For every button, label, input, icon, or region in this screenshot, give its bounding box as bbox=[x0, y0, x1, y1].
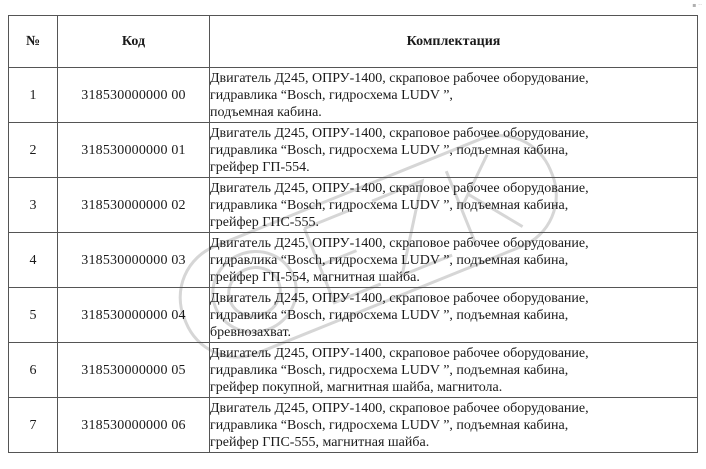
row-code: 318530000000 02 bbox=[58, 178, 210, 233]
configuration-line: гидравлика “Bosch, гидросхема LUDV ”, подъемная кабина, bbox=[210, 142, 569, 158]
table-row bbox=[9, 233, 698, 288]
row-configuration bbox=[210, 398, 698, 453]
row-configuration bbox=[210, 123, 698, 178]
row-number: 1 bbox=[9, 68, 58, 123]
configuration-line: Двигатель Д245, ОПРУ-1400, скраповое рабочее оборудование, bbox=[210, 70, 589, 86]
row-number: 5 bbox=[9, 288, 58, 343]
row-code: 318530000000 05 bbox=[58, 343, 210, 398]
row-configuration bbox=[210, 68, 698, 123]
row-code: 318530000000 06 bbox=[58, 398, 210, 453]
row-number: 3 bbox=[9, 178, 58, 233]
configuration-table bbox=[8, 15, 698, 453]
configuration-line: Двигатель Д245, ОПРУ-1400, скраповое рабочее оборудование, bbox=[210, 180, 589, 196]
header-configuration: Комплектация bbox=[210, 16, 698, 68]
configuration-line: гидравлика “Bosch, гидросхема LUDV ”, bbox=[210, 87, 453, 103]
corner-mark: ▪ ·· bbox=[692, 2, 702, 9]
configuration-line: Двигатель Д245, ОПРУ-1400, скраповое рабочее оборудование, bbox=[210, 400, 589, 416]
configuration-line: гидравлика “Bosch, гидросхема LUDV ”, подъемная кабина, bbox=[210, 362, 569, 378]
configuration-line: грейфер ГПС-555, магнитная шайба. bbox=[210, 434, 430, 450]
row-code: 318530000000 04 bbox=[58, 288, 210, 343]
row-number: 4 bbox=[9, 233, 58, 288]
table-row bbox=[9, 343, 698, 398]
configuration-line: грейфер ГПС-555. bbox=[210, 214, 319, 230]
configuration-line: подъемная кабина. bbox=[210, 104, 322, 120]
header-code: Код bbox=[58, 16, 210, 68]
row-number: 7 bbox=[9, 398, 58, 453]
row-configuration bbox=[210, 178, 698, 233]
configuration-line: Двигатель Д245, ОПРУ-1400, скраповое рабочее оборудование, bbox=[210, 290, 589, 306]
configuration-line: гидравлика “Bosch, гидросхема LUDV ”, подъемная кабина, bbox=[210, 307, 569, 323]
row-number: 6 bbox=[9, 343, 58, 398]
table-row bbox=[9, 288, 698, 343]
row-code: 318530000000 03 bbox=[58, 233, 210, 288]
configuration-line: гидравлика “Bosch, гидросхема LUDV ”, подъемная кабина, bbox=[210, 197, 569, 213]
table-row bbox=[9, 178, 698, 233]
configuration-line: Двигатель Д245, ОПРУ-1400, скраповое рабочее оборудование, bbox=[210, 235, 589, 251]
configuration-line: грейфер ГП-554, магнитная шайба. bbox=[210, 269, 420, 285]
configuration-line: Двигатель Д245, ОПРУ-1400, скраповое рабочее оборудование, bbox=[210, 125, 589, 141]
configuration-line: гидравлика “Bosch, гидросхема LUDV ”, подъемная кабина, bbox=[210, 417, 569, 433]
table-row bbox=[9, 123, 698, 178]
configuration-line: грейфер ГП-554. bbox=[210, 159, 310, 175]
row-code: 318530000000 01 bbox=[58, 123, 210, 178]
row-number: 2 bbox=[9, 123, 58, 178]
row-configuration bbox=[210, 343, 698, 398]
row-configuration bbox=[210, 288, 698, 343]
configuration-line: Двигатель Д245, ОПРУ-1400, скраповое рабочее оборудование, bbox=[210, 345, 589, 361]
table-header-row bbox=[9, 16, 698, 68]
header-num: № bbox=[9, 16, 58, 68]
row-configuration bbox=[210, 233, 698, 288]
configuration-line: бревнозахват. bbox=[210, 324, 292, 340]
configuration-line: грейфер покупной, магнитная шайба, магнитола. bbox=[210, 379, 503, 395]
configuration-line: гидравлика “Bosch, гидросхема LUDV ”, подъемная кабина, bbox=[210, 252, 569, 268]
row-code: 318530000000 00 bbox=[58, 68, 210, 123]
table-row bbox=[9, 68, 698, 123]
table-row bbox=[9, 398, 698, 453]
